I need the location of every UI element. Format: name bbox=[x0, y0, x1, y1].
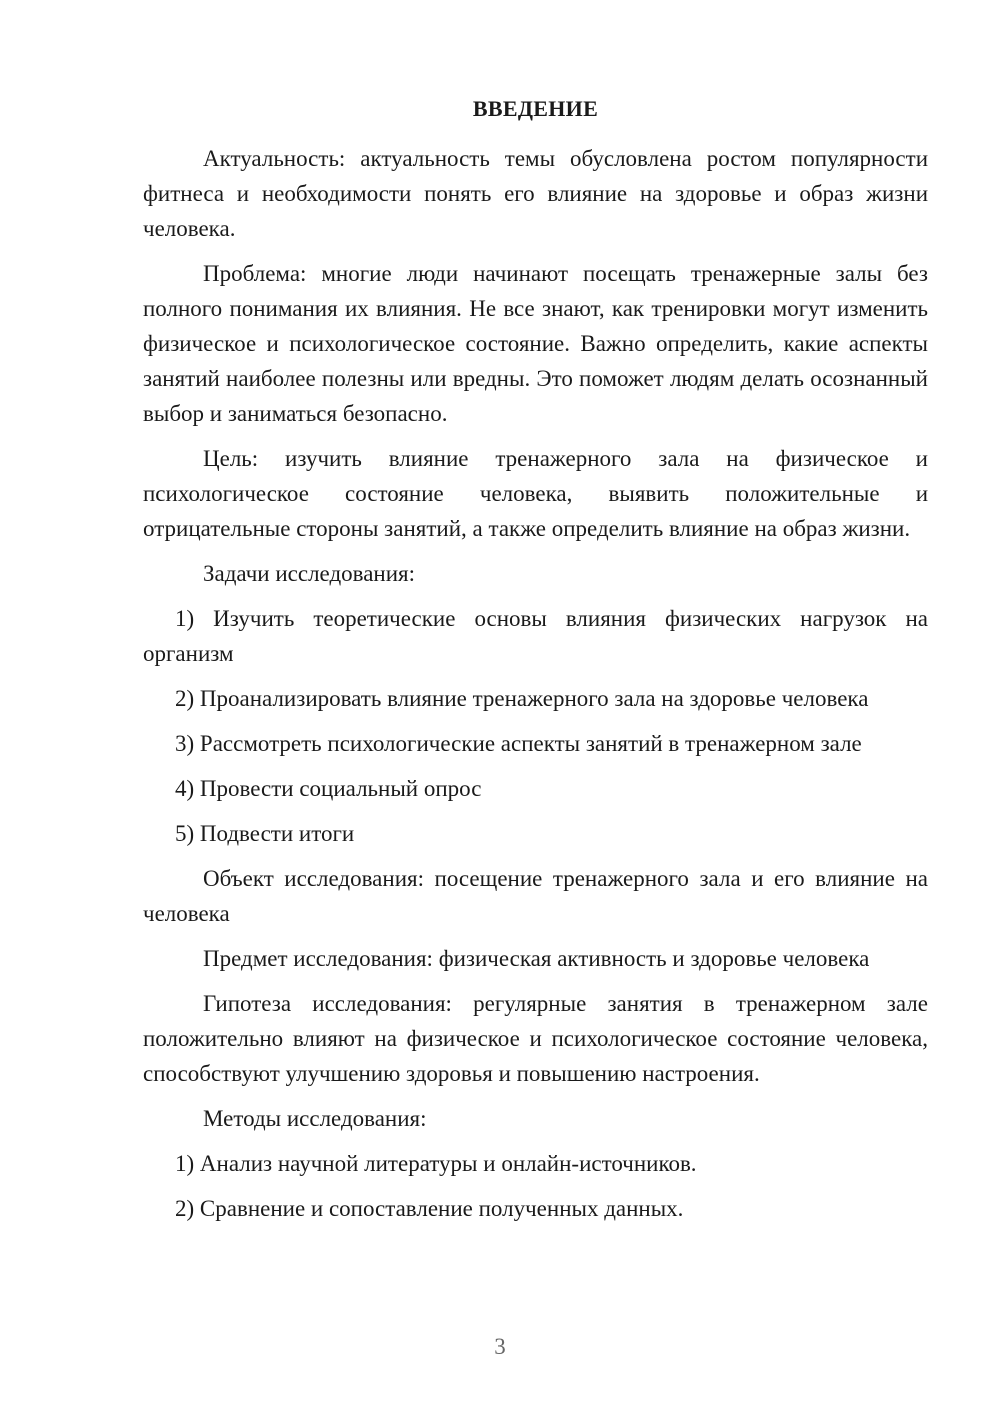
relevance-paragraph: Актуальность: актуальность темы обусловлена ростом популярности фитнеса и необходимости понять его влияние на здоровье и образ жизни человека. bbox=[143, 146, 928, 241]
subject-paragraph: Предмет исследования: физическая активность и здоровье человека bbox=[203, 946, 870, 971]
document-page bbox=[143, 92, 928, 1236]
tasks-heading: Задачи исследования: bbox=[203, 561, 416, 586]
task-item: 1) Изучить теоретические основы влияния физических нагрузок на организм bbox=[143, 606, 928, 666]
goal-paragraph: Цель: изучить влияние тренажерного зала на физическое и психологическое состояние человека, выявить положительные и отрицательные стороны занятий, а также определить влияние на образ жизни. bbox=[143, 446, 928, 541]
section-title: ВВЕДЕНИЕ bbox=[472, 96, 599, 121]
hypothesis-paragraph: Гипотеза исследования: регулярные занятия в тренажерном зале положительно влияют на физическое и психологическое состояние человека, способствуют улучшению здоровья и повышению настроения. bbox=[143, 991, 928, 1086]
methods-heading: Методы исследования: bbox=[203, 1106, 427, 1131]
object-paragraph: Объект исследования: посещение тренажерного зала и его влияние на человека bbox=[143, 866, 928, 926]
task-item: 4) Провести социальный опрос bbox=[175, 776, 482, 801]
problem-paragraph: Проблема: многие люди начинают посещать тренажерные залы без полного понимания их влияния. Не все знают, как тренировки могут изменить физическое и психологическое состояние. Важно определить, какие аспекты занятий наиболее полезны или вредны. Это поможет людям делать осознанный выбор и заниматься безопасно. bbox=[143, 261, 928, 426]
page-number: 3 bbox=[494, 1334, 506, 1359]
task-item: 2) Проанализировать влияние тренажерного зала на здоровье человека bbox=[175, 686, 869, 711]
method-item: 2) Сравнение и сопоставление полученных данных. bbox=[175, 1196, 684, 1221]
task-item: 3) Рассмотреть психологические аспекты занятий в тренажерном зале bbox=[175, 731, 862, 756]
task-item: 5) Подвести итоги bbox=[175, 821, 355, 846]
method-item: 1) Анализ научной литературы и онлайн-источников. bbox=[175, 1151, 697, 1176]
